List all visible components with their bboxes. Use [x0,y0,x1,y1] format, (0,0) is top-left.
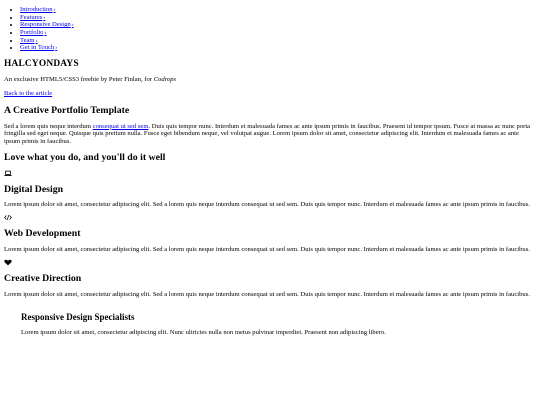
nav-item-team [20,37,536,45]
nav-item-get-in-touch [20,44,536,52]
portfolio-intro-text-rest: . Duis quis tempor nunc. Interdum et malesuada fames ac ante ipsum primis in faucibus. Praesent id tempor ipsum. Fusce at massa ac nunc porta fringilla sed eget neque. Quisque quis pretium nulla. Fusce eget bibendum neque, vel volutpat augue. Lorem ipsum dolor sit amet, consectetur adipiscing elit. Interdum et malesuada fames ac ante ipsum primis in faucibus. [4,122,531,145]
nav-link-portfolio[interactable]: Portfolio› [20,29,47,37]
nav-link-introduction[interactable]: Introduction› [20,6,56,13]
nav-link-responsive-design[interactable]: Responsive Design› [20,21,74,29]
heart-icon [4,259,12,266]
specialists-text: Lorem ipsum dolor sit amet, consectetur adipiscing elit. Nunc ultricies nulla non metus pulvinar imperdiet. Praesent non adipiscing libero. [21,328,386,336]
tagline [4,76,536,84]
chevron-right-icon: › [71,22,74,29]
nav-list [4,6,536,52]
chevron-right-icon: › [35,37,38,44]
chevron-right-icon: › [43,14,46,21]
service-title: Digital Design [4,183,64,195]
laptop-icon [4,170,12,177]
portfolio-intro-text: Sed a lorem quis neque interdum [4,122,93,130]
portfolio-intro-link[interactable]: consequat ut sed sem [92,122,149,130]
back-to-article-link[interactable]: Back to the article [4,89,53,97]
specialists-heading: Responsive Design Specialists [21,312,135,323]
service-title: Web Development [4,228,81,240]
chevron-right-icon: › [53,7,56,13]
tagline-text: An exclusive HTML5/CSS3 freebie by Peter Finlan, for [4,76,154,84]
service-web-development [4,214,536,253]
services-section [4,152,536,298]
portfolio-heading: A Creative Portfolio Template [4,105,130,117]
nav-link-features[interactable]: Features› [20,13,46,21]
nav-item-introduction [20,6,536,14]
portfolio-section [4,105,536,145]
code-icon [4,214,12,221]
portfolio-intro [4,123,536,146]
service-text: Lorem ipsum dolor sit amet, consectetur adipiscing elit. Sed a lorem quis neque interdum consequat ut sed sem. Duis quis tempor nunc. Interdum et malesuada fames ac ante ipsum primis in faucibus. [4,200,530,208]
nav-item-portfolio [20,29,536,37]
specialists-section [21,312,536,336]
chevron-right-icon: › [44,30,47,37]
nav-link-team[interactable]: Team› [20,36,38,44]
service-digital-design [4,170,536,209]
service-text: Lorem ipsum dolor sit amet, consectetur adipiscing elit. Sed a lorem quis neque interdum consequat ut sed sem. Duis quis tempor nunc. Interdum et malesuada fames ac ante ipsum primis in faucibus. [4,245,530,253]
services-heading: Love what you do, and you'll do it well [4,152,166,164]
nav-item-features [20,14,536,22]
site-header [4,59,536,97]
service-title: Creative Direction [4,273,82,285]
main-nav [4,6,536,52]
nav-link-get-in-touch[interactable]: Get in Touch› [20,44,58,52]
site-title: HALCYONDAYS [4,59,79,70]
tagline-brand: Codrops [153,76,177,84]
service-creative-direction [4,259,536,298]
service-text: Lorem ipsum dolor sit amet, consectetur adipiscing elit. Sed a lorem quis neque interdum consequat ut sed sem. Duis quis tempor nunc. Interdum et malesuada fames ac ante ipsum primis in faucibus. [4,290,530,298]
nav-item-responsive-design [20,21,536,29]
chevron-right-icon: › [55,45,58,52]
